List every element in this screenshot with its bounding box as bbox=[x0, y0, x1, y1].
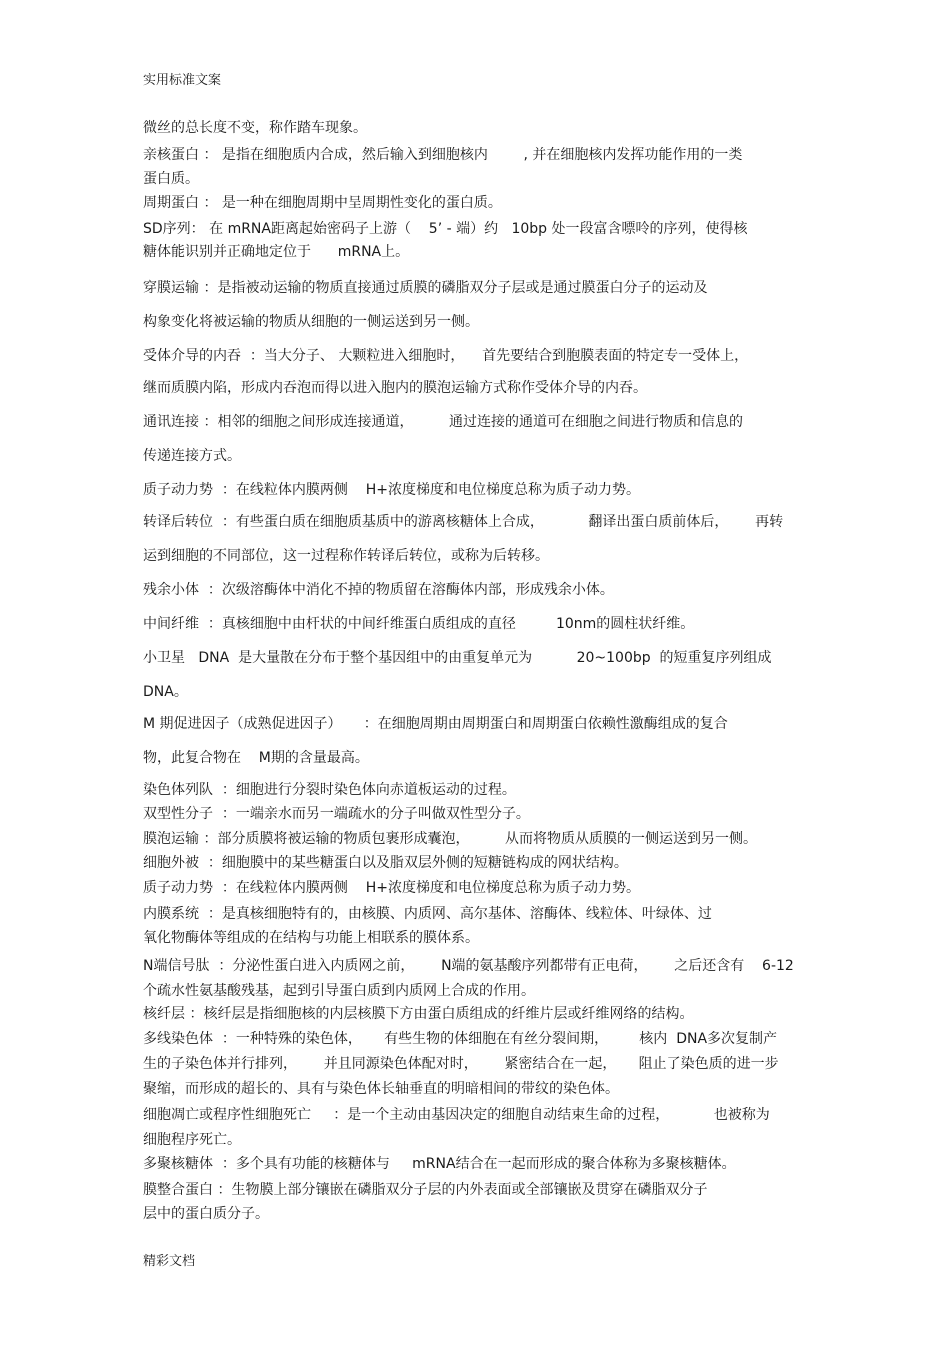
text-line: 物，此复合物在 M期的含量最高。 bbox=[143, 750, 369, 766]
text-line: 多线染色体 ：一种特殊的染色体， 有些生物的体细胞在有丝分裂间期， 核内 DNA多次复制产 bbox=[143, 1031, 778, 1047]
text-line: 传递连接方式。 bbox=[143, 448, 241, 464]
text-line: M 期促进因子（成熟促进因子） ：在细胞周期由周期蛋白和周期蛋白依赖性激酶组成的复合 bbox=[143, 716, 728, 732]
text-line: 细胞凋亡或程序性细胞死亡 ：是一个主动由基因决定的细胞自动结束生命的过程， 也被称为 bbox=[143, 1107, 770, 1123]
text-line: 残余小体 ：次级溶酶体中消化不掉的物质留在溶酶体内部，形成残余小体。 bbox=[143, 582, 614, 598]
text-line: 多聚核糖体 ：多个具有功能的核糖体与 mRNA结合在一起而形成的聚合体称为多聚核糖体。 bbox=[143, 1156, 736, 1172]
text-line: DNA。 bbox=[143, 684, 188, 700]
text-line: 染色体列队 ：细胞进行分裂时染色体向赤道板运动的过程。 bbox=[143, 782, 516, 798]
text-line: 小卫星 DNA 是大量散在分布于整个基因组中的由重复单元为 20~100bp 的短重复序列组成 bbox=[143, 650, 772, 666]
text-line: 糖体能识别并正确地定位于 mRNA上。 bbox=[143, 244, 410, 260]
text-line: 蛋白质。 bbox=[143, 171, 199, 187]
text-line: 质子动力势 ：在线粒体内膜两侧 H+浓度梯度和电位梯度总称为质子动力势。 bbox=[143, 482, 640, 498]
text-line: 核纤层 ：核纤层是指细胞核的内层核膜下方由蛋白质组成的纤维片层或纤维网络的结构。 bbox=[143, 1006, 694, 1022]
text-line: 双型性分子 ：一端亲水而另一端疏水的分子叫做双性型分子。 bbox=[143, 806, 530, 822]
text-line: 中间纤维 ：真核细胞中由杆状的中间纤维蛋白质组成的直径 10nm的圆柱状纤维。 bbox=[143, 616, 695, 632]
text-line: 通讯连接 ：相邻的细胞之间形成连接通道， 通过连接的通道可在细胞之间进行物质和信息的 bbox=[143, 414, 744, 430]
text-line: 周期蛋白 ： 是一种在细胞周期中呈周期性变化的蛋白质。 bbox=[143, 195, 502, 211]
text-line: 穿膜运输 ：是指被动运输的物质直接通过质膜的磷脂双分子层或是通过膜蛋白分子的运动及 bbox=[143, 280, 708, 296]
text-line: 构象变化将被运输的物质从细胞的一侧运送到另一侧。 bbox=[143, 314, 479, 330]
text-line: 细胞程序死亡。 bbox=[143, 1132, 241, 1148]
text-line: 层中的蛋白质分子。 bbox=[143, 1206, 269, 1222]
text-line: 个疏水性氨基酸残基，起到引导蛋白质到内质网上合成的作用。 bbox=[143, 983, 535, 999]
text-line: 亲核蛋白 ： 是指在细胞质内合成，然后输入到细胞核内 , 并在细胞核内发挥功能作用的一类 bbox=[143, 147, 743, 163]
page-header: 实用标准文案 bbox=[143, 73, 222, 88]
text-line: 微丝的总长度不变，称作踏车现象。 bbox=[143, 120, 367, 136]
text-line: 转译后转位 ：有些蛋白质在细胞质基质中的游离核糖体上合成， 翻译出蛋白质前体后， 再转 bbox=[143, 514, 784, 530]
text-line: SD序列： 在 mRNA距离起始密码子上游（ 5’ - 端）约 10bp 处一段富含嘌呤的序列，使得核 bbox=[143, 221, 748, 237]
text-line: 生的子染色体并行排列， 并且同源染色体配对时， 紧密结合在一起， 阻止了染色质的进一步 bbox=[143, 1056, 779, 1072]
text-line: 聚缩，而形成的超长的、具有与染色体长轴垂直的明暗相间的带纹的染色体。 bbox=[143, 1081, 619, 1097]
page-footer: 精彩文档 bbox=[143, 1254, 196, 1269]
text-line: 受体介导的内吞 ：当大分子、 大颗粒进入细胞时， 首先要结合到胞膜表面的特定专一受体上， bbox=[143, 348, 749, 364]
text-line: N端信号肽 ：分泌性蛋白进入内质网之前， N端的氨基酸序列都带有正电荷， 之后还含有 6-12 bbox=[143, 958, 794, 974]
text-line: 继而质膜内陷，形成内吞泡而得以进入胞内的膜泡运输方式称作受体介导的内吞。 bbox=[143, 380, 647, 396]
text-line: 细胞外被 ：细胞膜中的某些糖蛋白以及脂双层外侧的短糖链构成的网状结构。 bbox=[143, 855, 628, 871]
text-line: 膜泡运输 ：部分质膜将被运输的物质包裹形成囊泡， 从而将物质从质膜的一侧运送到另一侧。 bbox=[143, 831, 758, 847]
text-line: 质子动力势 ：在线粒体内膜两侧 H+浓度梯度和电位梯度总称为质子动力势。 bbox=[143, 880, 640, 896]
text-line: 内膜系统 ：是真核细胞特有的，由核膜、内质网、高尔基体、溶酶体、线粒体、叶绿体、过 bbox=[143, 906, 712, 922]
text-line: 氧化物酶体等组成的在结构与功能上相联系的膜体系。 bbox=[143, 930, 479, 946]
text-line: 膜整合蛋白 ：生物膜上部分镶嵌在磷脂双分子层的内外表面或全部镶嵌及贯穿在磷脂双分子 bbox=[143, 1182, 708, 1198]
text-line: 运到细胞的不同部位，这一过程称作转译后转位，或称为后转移。 bbox=[143, 548, 549, 564]
